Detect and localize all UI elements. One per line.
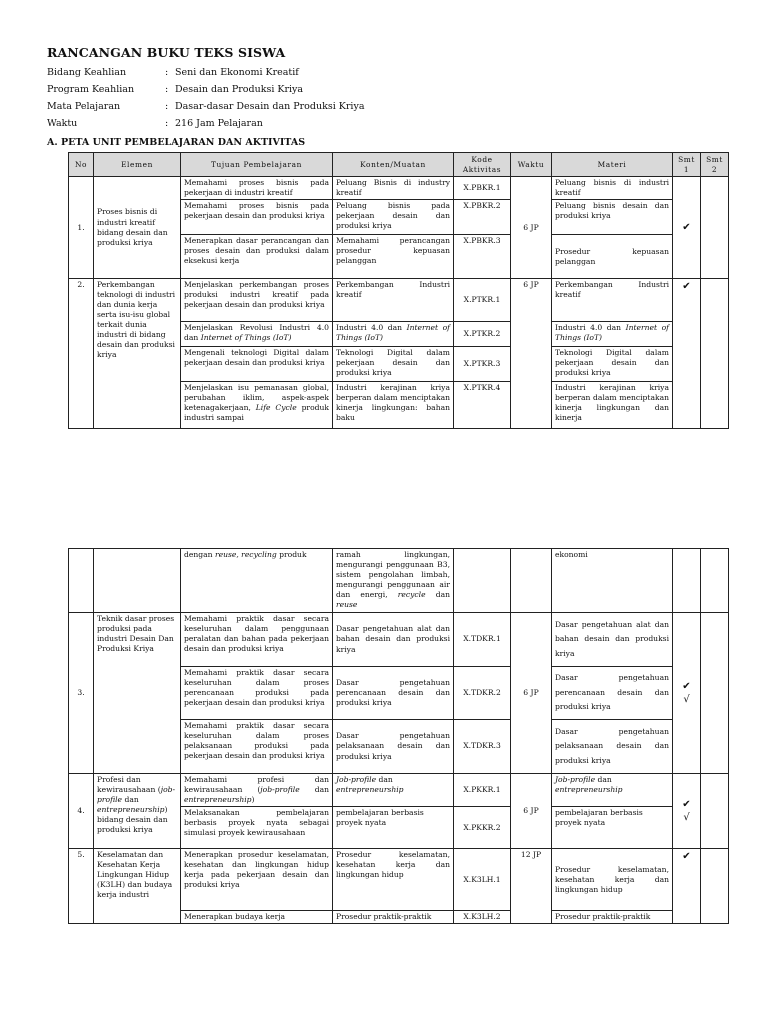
cell-tujuan: Menjelaskan isu pemanasan global, perubahan iklim, aspek-aspek ketenagakerjaan, Life Cycle produk industri sampai [181, 382, 333, 429]
cell-kode: X.K3LH.2 [454, 911, 511, 924]
unit-map-table-page2 [68, 548, 729, 924]
cell-konten: Industri 4.0 dan Internet of Things (IoT) [333, 322, 454, 347]
cell-konten: Dasar pengetahuan alat dan bahan desain dan produksi kriya [333, 613, 454, 667]
info-row-mapel [47, 101, 365, 112]
cell-tujuan: Memahami praktik dasar secara keseluruhan dalam proses perencanaan produksi pada pekerjaan desain dan produksi kriya [181, 667, 333, 720]
cell-kode: X.PBKR.2 [454, 200, 511, 235]
cell-smt2 [701, 849, 729, 924]
cell-elemen: Proses bisnis di industri kreatif bidang desain dan produksi kriya [94, 177, 181, 279]
smt1-check-icon: ✔ √ [673, 613, 701, 774]
cell-tujuan: Menerapkan dasar perancangan dan proses desain dan produksi dalam eksekusi kerja [181, 235, 333, 279]
table-row [69, 849, 729, 911]
cell-elemen: Keselamatan dan Kesehatan Kerja Lingkungan Hidup (K3LH) dan budaya kerja industri [94, 849, 181, 924]
info-row-program [47, 84, 303, 95]
info-sep: : [165, 101, 169, 112]
cell-kode: X.PKKR.2 [454, 807, 511, 849]
col-header-konten: Konten/Muatan [333, 153, 454, 177]
info-sep: : [165, 118, 169, 129]
cell-kode: X.TDKR.1 [454, 613, 511, 667]
cell-tujuan: Menjelaskan Revolusi Industri 4.0 dan Internet of Things (IoT) [181, 322, 333, 347]
cell-waktu: 12 JP [511, 849, 552, 924]
cell-elemen [94, 549, 181, 613]
cell-materi: Prosedur keselamatan, kesehatan kerja dan lingkungan hidup [552, 849, 673, 911]
cell-kode: X.PKKR.1 [454, 774, 511, 807]
info-sep: : [165, 84, 169, 95]
info-key: Waktu [47, 118, 78, 129]
cell-smt2 [701, 774, 729, 849]
cell-kode: X.PBKR.3 [454, 235, 511, 279]
col-header-waktu: Waktu [511, 153, 552, 177]
table-row [69, 177, 729, 200]
table-row [69, 279, 729, 322]
cell-tujuan: dengan reuse, recycling produk [181, 549, 333, 613]
table-header-row [69, 153, 729, 177]
col-header-kode: Kode Aktivitas [454, 153, 511, 177]
cell-materi: Industri 4.0 dan Internet of Things (IoT) [552, 322, 673, 347]
cell-konten: Perkembangan Industri kreatif [333, 279, 454, 322]
cell-materi: Dasar pengetahuan pelaksanaan desain dan produksi kriya [552, 720, 673, 774]
cell-smt2 [701, 613, 729, 774]
cell-elemen: Teknik dasar proses produksi pada industri Desain Dan Produksi Kriya [94, 613, 181, 774]
cell-konten: Industri kerajinan kriya berperan dalam menciptakan kinerja lingkungan: bahan baku [333, 382, 454, 429]
cell-tujuan: Memahami proses bisnis pada pekerjaan desain dan produksi kriya [181, 200, 333, 235]
info-value: Desain dan Produksi Kriya [175, 84, 304, 95]
cell-waktu: 6 JP [511, 774, 552, 849]
cell-materi: Teknologi Digital dalam pekerjaan desain dan produksi kriya [552, 347, 673, 382]
smt1-check-icon: ✔ √ [673, 774, 701, 849]
cell-materi: pembelajaran berbasis proyek nyata [552, 807, 673, 849]
cell-kode: X.K3LH.1 [454, 849, 511, 911]
cell-kode: X.PTKR.3 [454, 347, 511, 382]
cell-materi: Dasar pengetahuan alat dan bahan desain dan produksi kriya [552, 613, 673, 667]
smt1-check-icon: ✔ [673, 849, 701, 924]
cell-materi: ekonomi [552, 549, 673, 613]
cell-kode: X.TDKR.3 [454, 720, 511, 774]
cell-tujuan: Menerapkan prosedur keselamatan, kesehatan dan lingkungan hidup kerja pada pekerjaan desain dan produksi kriya [181, 849, 333, 911]
cell-konten: Prosedur praktik-praktik [333, 911, 454, 924]
cell-no: 5. [69, 849, 94, 924]
cell-konten: pembelajaran berbasis proyek nyata [333, 807, 454, 849]
col-header-smt1: Smt 1 [673, 153, 701, 177]
cell-konten: Peluang Bisnis di industry kreatif [333, 177, 454, 200]
page-1 [0, 0, 768, 470]
cell-tujuan: Melaksanakan pembelajaran berbasis proyek nyata sebagai simulasi proyek kewirausahaan [181, 807, 333, 849]
cell-elemen: Profesi dan kewirausahaan (job-profile dan entrepreneurship) bidang desain dan produksi kriya [94, 774, 181, 849]
cell-smt2 [701, 177, 729, 279]
cell-konten: Job-profile dan entrepreneurship [333, 774, 454, 807]
cell-elemen: Perkembangan teknologi di industri dan dunia kerja serta isu-isu global terkait dunia industri di bidang desain dan produksi kriya [94, 279, 181, 429]
cell-konten: Peluang bisnis pada pekerjaan desain dan produksi kriya [333, 200, 454, 235]
cell-tujuan: Mengenali teknologi Digital dalam pekerjaan desain dan produksi kriya [181, 347, 333, 382]
cell-waktu [511, 549, 552, 613]
info-sep: : [165, 67, 169, 78]
cell-materi: Perkembangan Industri kreatif [552, 279, 673, 322]
cell-no: 2. [69, 279, 94, 429]
cell-no: 4. [69, 774, 94, 849]
cell-waktu: 6 JP [511, 613, 552, 774]
cell-konten: ramah lingkungan, mengurangi penggunaan B3, sistem pengolahan limbah, mengurangi penggunaan air dan energi, recycle dan reuse [333, 549, 454, 613]
cell-smt1 [673, 549, 701, 613]
cell-no [69, 549, 94, 613]
cell-waktu: 6 JP [511, 279, 552, 429]
cell-tujuan: Memahami praktik dasar secara keseluruhan dalam penggunaan peralatan dan bahan pada pekerjaan desain dan produksi kriya [181, 613, 333, 667]
col-header-materi: Materi [552, 153, 673, 177]
cell-materi: Peluang bisnis desain dan produksi kriya [552, 200, 673, 235]
cell-materi: Peluang bisnis di industri kreatif [552, 177, 673, 200]
page-2 [0, 470, 768, 1024]
cell-materi: Dasar pengetahuan perencanaan desain dan produksi kriya [552, 667, 673, 720]
cell-tujuan: Memahami proses bisnis pada pekerjaan di industri kreatif [181, 177, 333, 200]
cell-konten: Prosedur keselamatan, kesehatan kerja dan lingkungan hidup [333, 849, 454, 911]
cell-no: 3. [69, 613, 94, 774]
smt1-tick-icon: √ [683, 812, 690, 824]
info-value: 216 Jam Pelajaran [175, 118, 263, 129]
cell-tujuan: Menjelaskan perkembangan proses produksi industri kreatif pada pekerjaan desain dan produksi kriya [181, 279, 333, 322]
info-key: Program Keahlian [47, 84, 135, 95]
cell-kode [454, 549, 511, 613]
cell-konten: Teknologi Digital dalam pekerjaan desain dan produksi kriya [333, 347, 454, 382]
col-header-no: No [69, 153, 94, 177]
cell-smt2 [701, 549, 729, 613]
cell-kode: X.PTKR.4 [454, 382, 511, 429]
cell-kode: X.TDKR.2 [454, 667, 511, 720]
cell-no: 1. [69, 177, 94, 279]
smt1-tick-icon: √ [683, 694, 690, 705]
document-title: RANCANGAN BUKU TEKS SISWA [47, 45, 286, 60]
info-key: Bidang Keahlian [47, 67, 127, 78]
cell-tujuan: Memahami praktik dasar secara keseluruhan dalam proses pelaksanaan produksi pada pekerjaan desain dan produksi kriya [181, 720, 333, 774]
info-key: Mata Pelajaran [47, 101, 121, 112]
col-header-smt2: Smt 2 [701, 153, 729, 177]
cell-kode: X.PTKR.1 [454, 279, 511, 322]
cell-tujuan: Memahami profesi dan kewirausahaan (job-profile dan entrepreneurship) [181, 774, 333, 807]
table-row [69, 613, 729, 667]
cell-konten: Dasar pengetahuan perencanaan desain dan produksi kriya [333, 667, 454, 720]
table-row [69, 774, 729, 807]
smt1-check-icon: ✔ [673, 279, 701, 429]
cell-materi: Prosedur praktik-praktik [552, 911, 673, 924]
cell-waktu: 6 JP [511, 177, 552, 279]
table-row [69, 549, 729, 613]
cell-kode: X.PTKR.2 [454, 322, 511, 347]
info-row-bidang [47, 67, 299, 78]
info-value: Seni dan Ekonomi Kreatif [175, 67, 299, 78]
cell-tujuan: Menerapkan budaya kerja [181, 911, 333, 924]
cell-konten: Memahami perancangan prosedur kepuasan pelanggan [333, 235, 454, 279]
smt1-check-icon: ✔ [673, 177, 701, 279]
section-title: A. PETA UNIT PEMBELAJARAN DAN AKTIVITAS [47, 137, 306, 148]
cell-materi: Job-profile dan entrepreneurship [552, 774, 673, 807]
cell-kode: X.PBKR.1 [454, 177, 511, 200]
col-header-elemen: Elemen [94, 153, 181, 177]
col-header-tujuan: Tujuan Pembelajaran [181, 153, 333, 177]
info-row-waktu [47, 118, 263, 129]
unit-map-table-page1 [68, 152, 729, 429]
cell-materi: Prosedur kepuasan pelanggan [552, 235, 673, 279]
info-value: Dasar-dasar Desain dan Produksi Kriya [175, 101, 365, 112]
cell-konten: Dasar pengetahuan pelaksanaan desain dan produksi kriya [333, 720, 454, 774]
cell-materi: Industri kerajinan kriya berperan dalam menciptakan kinerja lingkungan dan kinerja [552, 382, 673, 429]
cell-smt2 [701, 279, 729, 429]
